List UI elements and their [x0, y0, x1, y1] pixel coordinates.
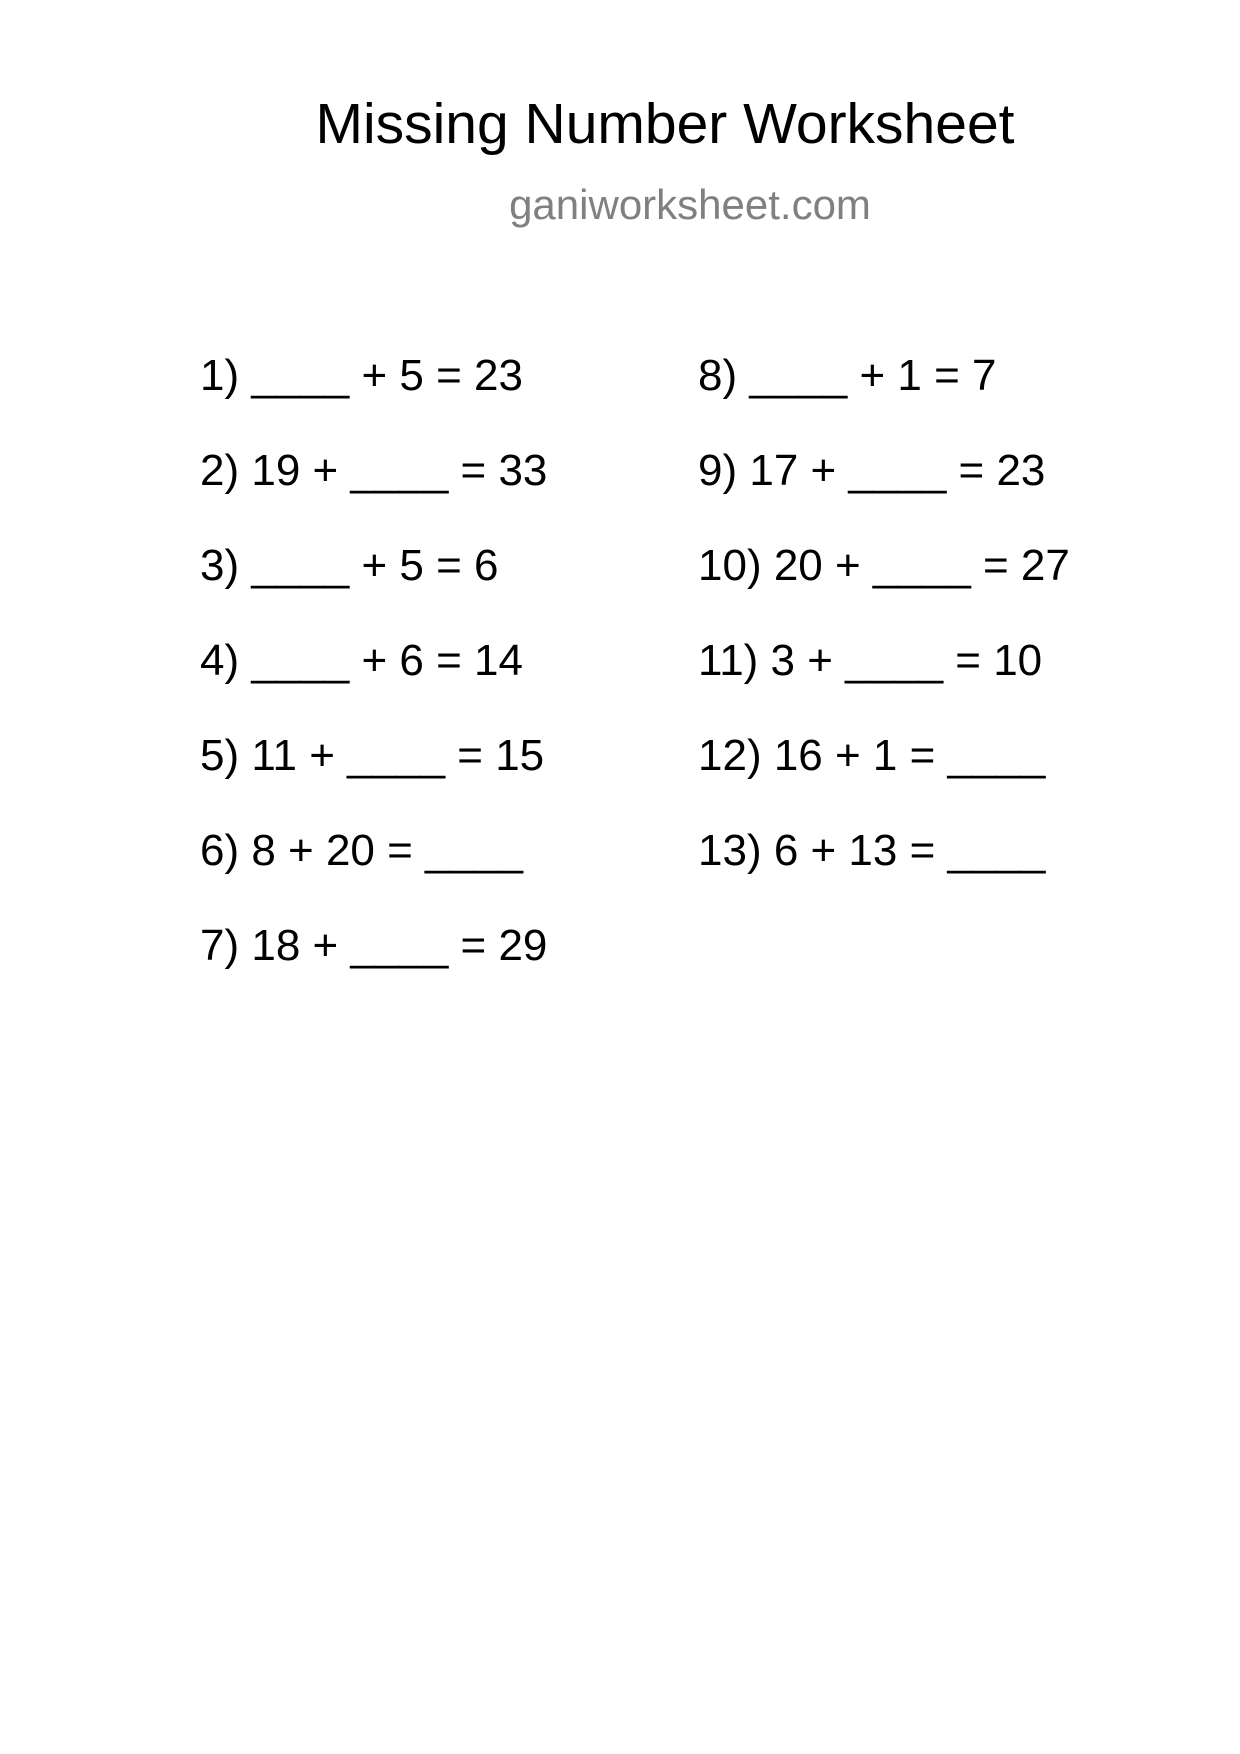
problem-2: 2) 19 + ____ = 33 — [200, 446, 548, 495]
problem-11: 11) 3 + ____ = 10 — [698, 636, 1043, 685]
worksheet-title: Missing Number Worksheet — [315, 92, 1015, 156]
problems-right-column — [698, 352, 1070, 922]
problem-8: 8) ____ + 1 = 7 — [698, 351, 997, 400]
problem-5: 5) 11 + ____ = 15 — [200, 731, 545, 780]
problem-9: 9) 17 + ____ = 23 — [698, 446, 1046, 495]
problem-10: 10) 20 + ____ = 27 — [698, 541, 1070, 590]
problem-1: 1) ____ + 5 = 23 — [200, 351, 523, 400]
problem-3: 3) ____ + 5 = 6 — [200, 541, 499, 590]
problem-13: 13) 6 + 13 = ____ — [698, 826, 1046, 875]
website-subtitle: ganiworksheet.com — [509, 181, 871, 228]
problem-7: 7) 18 + ____ = 29 — [200, 921, 548, 970]
problem-12: 12) 16 + 1 = ____ — [698, 731, 1046, 780]
problem-4: 4) ____ + 6 = 14 — [200, 636, 523, 685]
problems-left-column — [200, 352, 547, 1017]
problem-6: 6) 8 + 20 = ____ — [200, 826, 523, 875]
